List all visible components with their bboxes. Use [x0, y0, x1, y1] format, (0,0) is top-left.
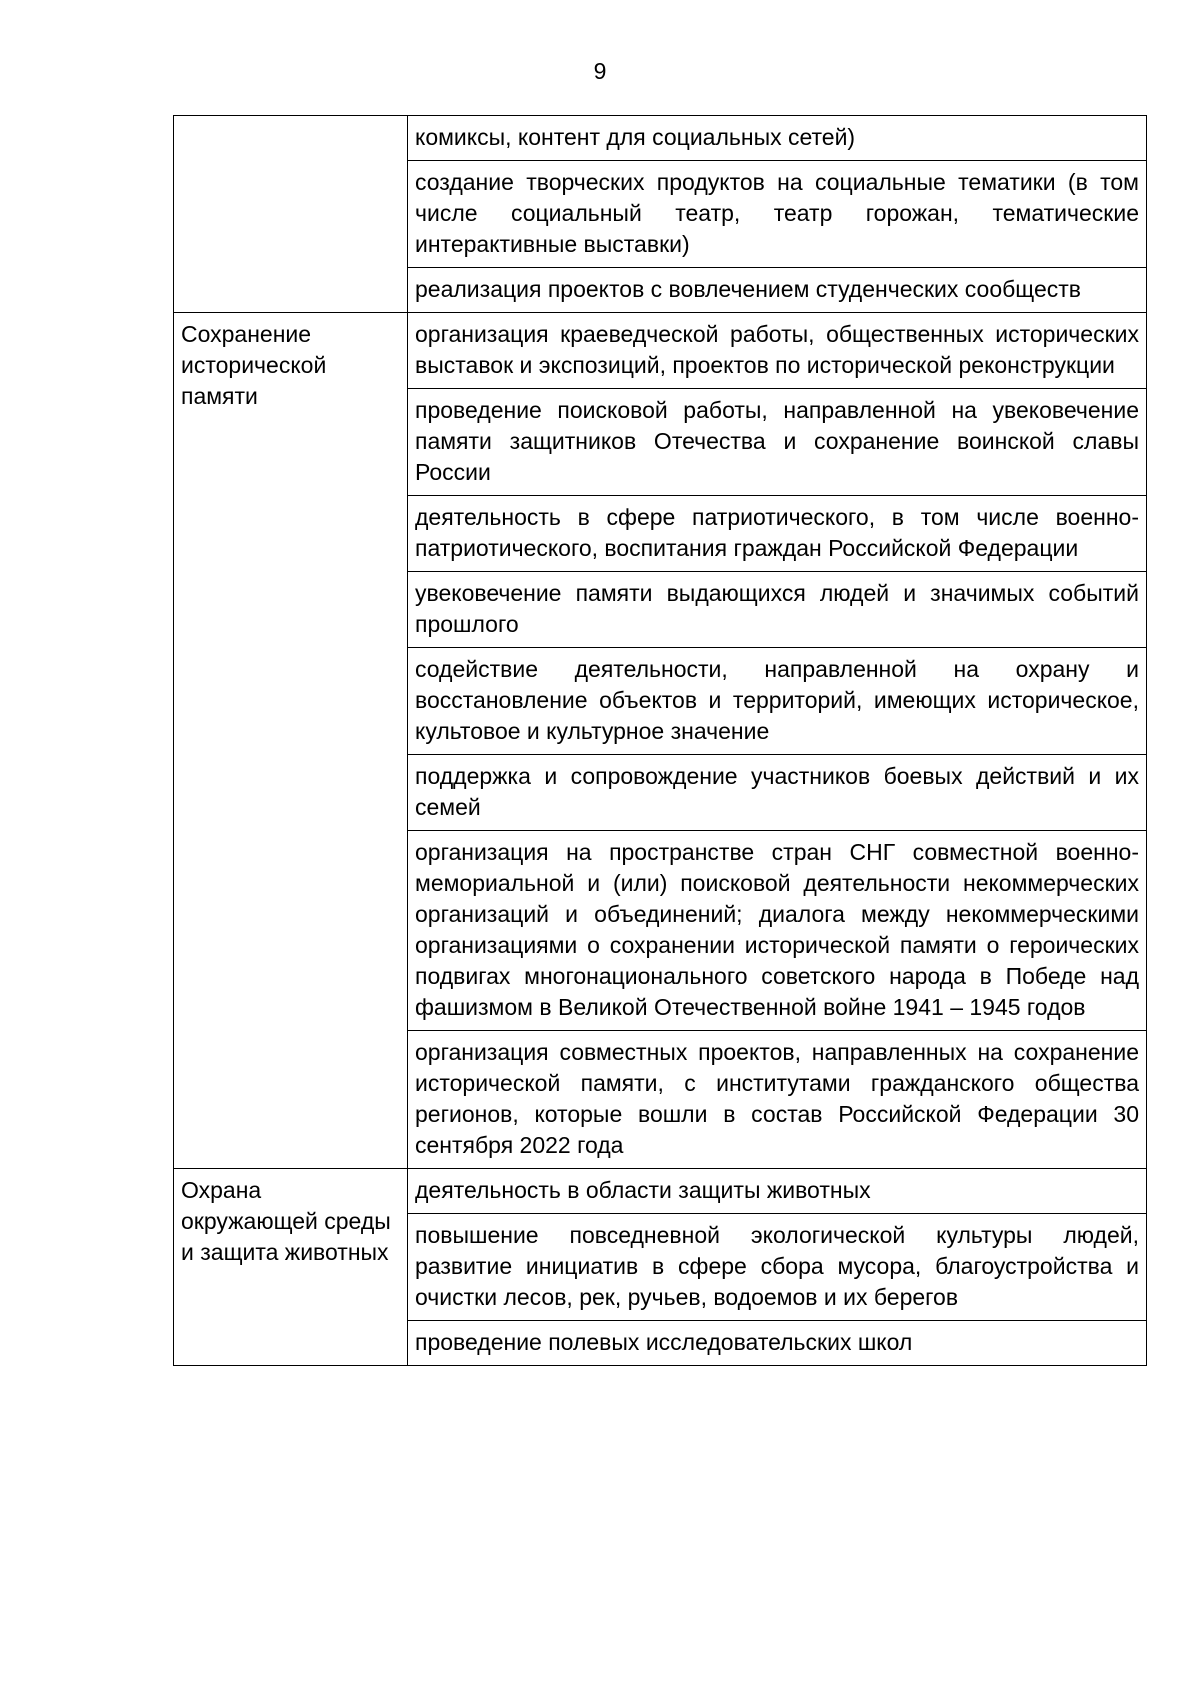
topic-cell-historical-memory: Сохранение исторической памяти: [174, 313, 408, 1169]
activity-cell: повышение повседневной экологической культуры людей, развитие инициатив в сфере сбора мусора, благоустройства и очистки лесов, рек, ручьев, водоемов и их берегов: [408, 1214, 1147, 1321]
activity-cell: организация совместных проектов, направленных на сохранение исторической памяти, с институтами гражданского общества регионов, которые вошли в состав Российской Федерации 30 сентября 2022 года: [408, 1031, 1147, 1169]
activity-cell: поддержка и сопровождение участников боевых действий и их семей: [408, 755, 1147, 831]
table-row: [174, 116, 1147, 161]
activity-cell: деятельность в сфере патриотического, в том числе военно-патриотического, воспитания граждан Российской Федерации: [408, 496, 1147, 572]
activity-cell: организация краеведческой работы, общественных исторических выставок и экспозиций, проектов по исторической реконструкции: [408, 313, 1147, 389]
table-row: [174, 1169, 1147, 1214]
topic-cell-environment: Охрана окружающей среды и защита животных: [174, 1169, 408, 1366]
page-number: 9: [593, 58, 607, 84]
activity-cell: деятельность в области защиты животных: [408, 1169, 1147, 1214]
activity-cell: увековечение памяти выдающихся людей и значимых событий прошлого: [408, 572, 1147, 648]
activity-cell: проведение поисковой работы, направленной на увековечение памяти защитников Отечества и сохранение воинской славы России: [408, 389, 1147, 496]
activity-cell: создание творческих продуктов на социальные тематики (в том числе социальный театр, театр горожан, тематические интерактивные выставки): [408, 161, 1147, 268]
activity-cell: содействие деятельности, направленной на охрану и восстановление объектов и территорий, имеющих историческое, культовое и культурное значение: [408, 648, 1147, 755]
activity-cell: проведение полевых исследовательских школ: [408, 1321, 1147, 1366]
activity-cell: комиксы, контент для социальных сетей): [408, 116, 1147, 161]
topic-cell: [174, 116, 408, 313]
activity-cell: реализация проектов с вовлечением студенческих сообществ: [408, 268, 1147, 313]
activities-table: [173, 115, 1147, 1366]
activity-cell: организация на пространстве стран СНГ совместной военно-мемориальной и (или) поисковой деятельности некоммерческих организаций и объединений; диалога между некоммерческими организациями о сохранении исторической памяти о героических подвигах многонационального советского народа в Победе над фашизмом в Великой Отечественной войне 1941 – 1945 годов: [408, 831, 1147, 1031]
table-row: [174, 313, 1147, 389]
